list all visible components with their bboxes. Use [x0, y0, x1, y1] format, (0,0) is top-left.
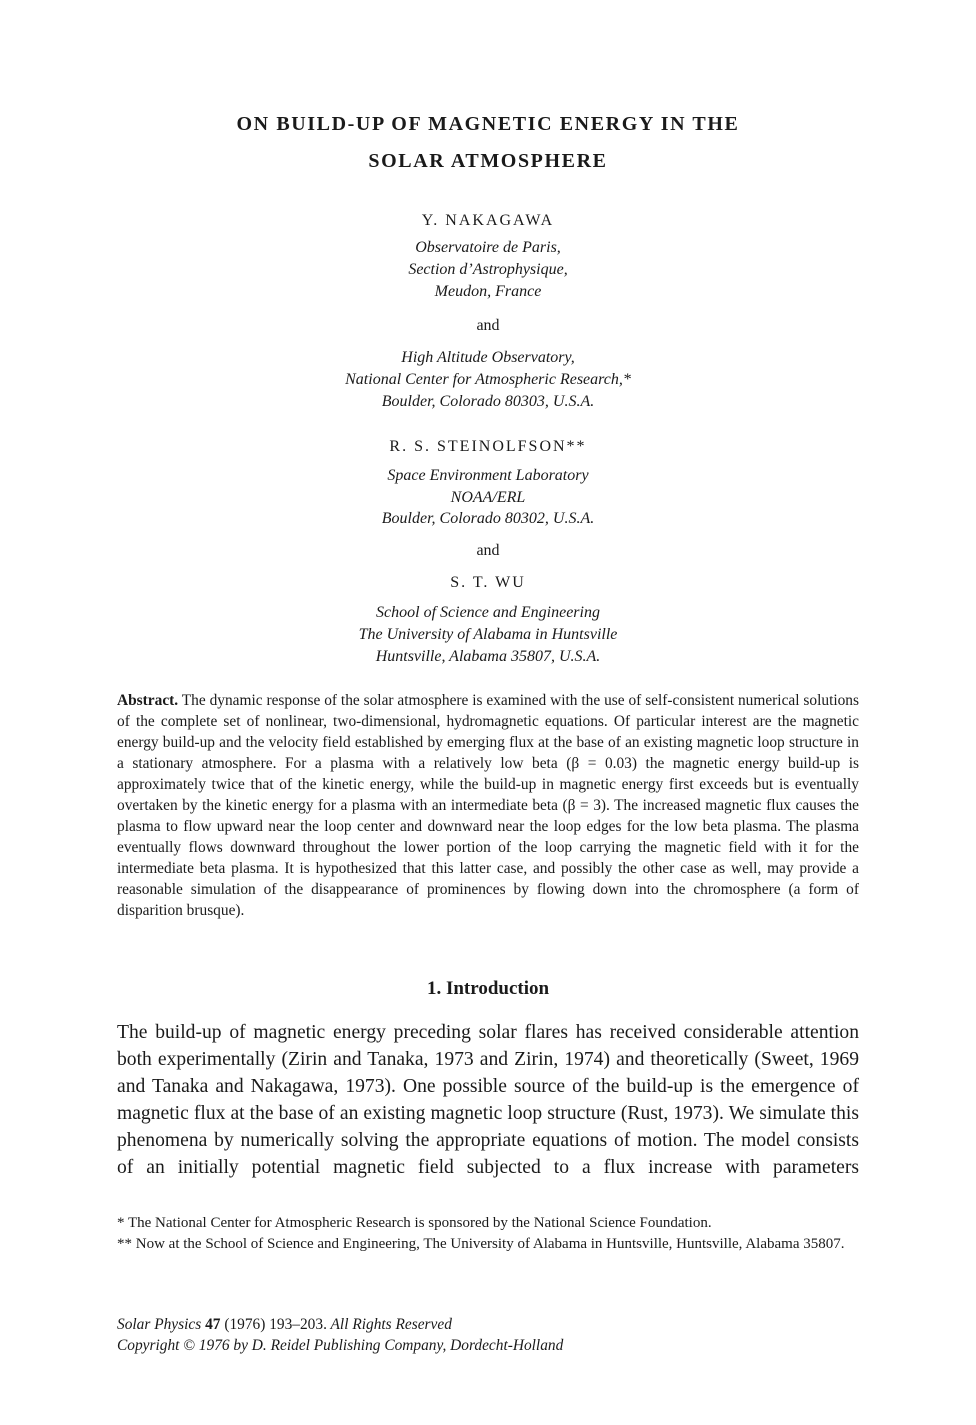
affiliation-line: NOAA/ERL — [450, 489, 526, 506]
affiliation-line: Boulder, Colorado 80302, U.S.A. — [381, 510, 595, 527]
body-paragraph: The build-up of magnetic energy preceding solar flares has received considerable attention both experimentally (Zirin and Tanaka, 1973 and Zirin, 1974) and theoretically (Sweet, 1969 and Tanaka and Nakagawa, 1973). One possible source of the build-up is the emergence of magnetic flux at the base of an existing magnetic loop structure (Rust, 1973). We simulate this phenomena by numerically solving the appropriate equations of motion. The model consists of an initially potential magnetic field subjected to a flux increase with parameters — [117, 1022, 859, 1179]
journal-volume: 47 — [205, 1316, 221, 1333]
affiliation-line: National Center for Atmospheric Research,* — [345, 371, 631, 388]
journal-info — [117, 1314, 859, 1356]
abstract-text: The dynamic response of the solar atmosphere is examined with the use of self-consistent numerical solutions of the complete set of nonlinear, two-dimensional, hydromagnetic equations. Of particular interest are the magnetic energy build-up and the velocity field established by emerging flux at the base of an existing magnetic loop structure in a stationary atmosphere. For a plasma with a relatively low beta (β = 0.03) the magnetic energy build-up is approximately twice that of the kinetic energy, while the build-up in magnetic energy first exceeds but is eventually overtaken by the kinetic energy for a plasma with an intermediate beta (β = 3). The increased magnetic flux causes the plasma to flow upward near the loop center and downward near the loop edges for the low beta plasma. The plasma eventually flows downward throughout the lower portion of the loop carrying the magnetic field with it for the intermediate beta plasma. It is hypothesized that this latter case, and possibly the other case as well, may provide a reasonable simulation of the disappearance of prominences by flowing down into the chromosphere (a form of disparition brusque). — [117, 692, 859, 920]
author-name: S. T. WU — [450, 574, 526, 591]
abstract — [117, 690, 859, 922]
affiliation-line: Section d’Astrophysique, — [408, 261, 568, 278]
footnote: * The National Center for Atmospheric Research is sponsored by the National Science Foundation. — [117, 1215, 712, 1231]
affiliation-line: High Altitude Observatory, — [401, 349, 575, 366]
affiliation-line: School of Science and Engineering — [376, 604, 600, 621]
affiliation-line: Huntsville, Alabama 35807, U.S.A. — [375, 648, 601, 665]
author-name: Y. NAKAGAWA — [421, 212, 555, 229]
author-name: R. S. STEINOLFSON** — [389, 438, 587, 455]
and-separator: and — [476, 542, 500, 559]
section-heading: 1. Introduction — [426, 978, 550, 999]
journal-name: Solar Physics — [117, 1316, 202, 1333]
journal-rights: All Rights Reserved — [330, 1316, 452, 1333]
abstract-label: Abstract. — [117, 692, 179, 709]
affiliation-line: Space Environment Laboratory — [387, 467, 589, 484]
footnote: ** Now at the School of Science and Engineering, The University of Alabama in Huntsville, Huntsville, Alabama 35807. — [117, 1236, 845, 1252]
affiliation-line: Meudon, France — [434, 283, 542, 300]
title-line-2: SOLAR ATMOSPHERE — [368, 150, 608, 172]
affiliation-line: The University of Alabama in Huntsville — [358, 626, 618, 643]
footnotes — [117, 1213, 859, 1255]
affiliation-line: Boulder, Colorado 80303, U.S.A. — [381, 393, 595, 410]
and-separator: and — [476, 317, 500, 334]
affiliation-line: Observatoire de Paris, — [415, 239, 561, 256]
title-line-1: ON BUILD-UP OF MAGNETIC ENERGY IN THE — [236, 113, 740, 135]
journal-copyright: Copyright © 1976 by D. Reidel Publishing Company, Dordecht-Holland — [117, 1337, 564, 1354]
journal-pages: (1976) 193–203. — [224, 1316, 327, 1333]
